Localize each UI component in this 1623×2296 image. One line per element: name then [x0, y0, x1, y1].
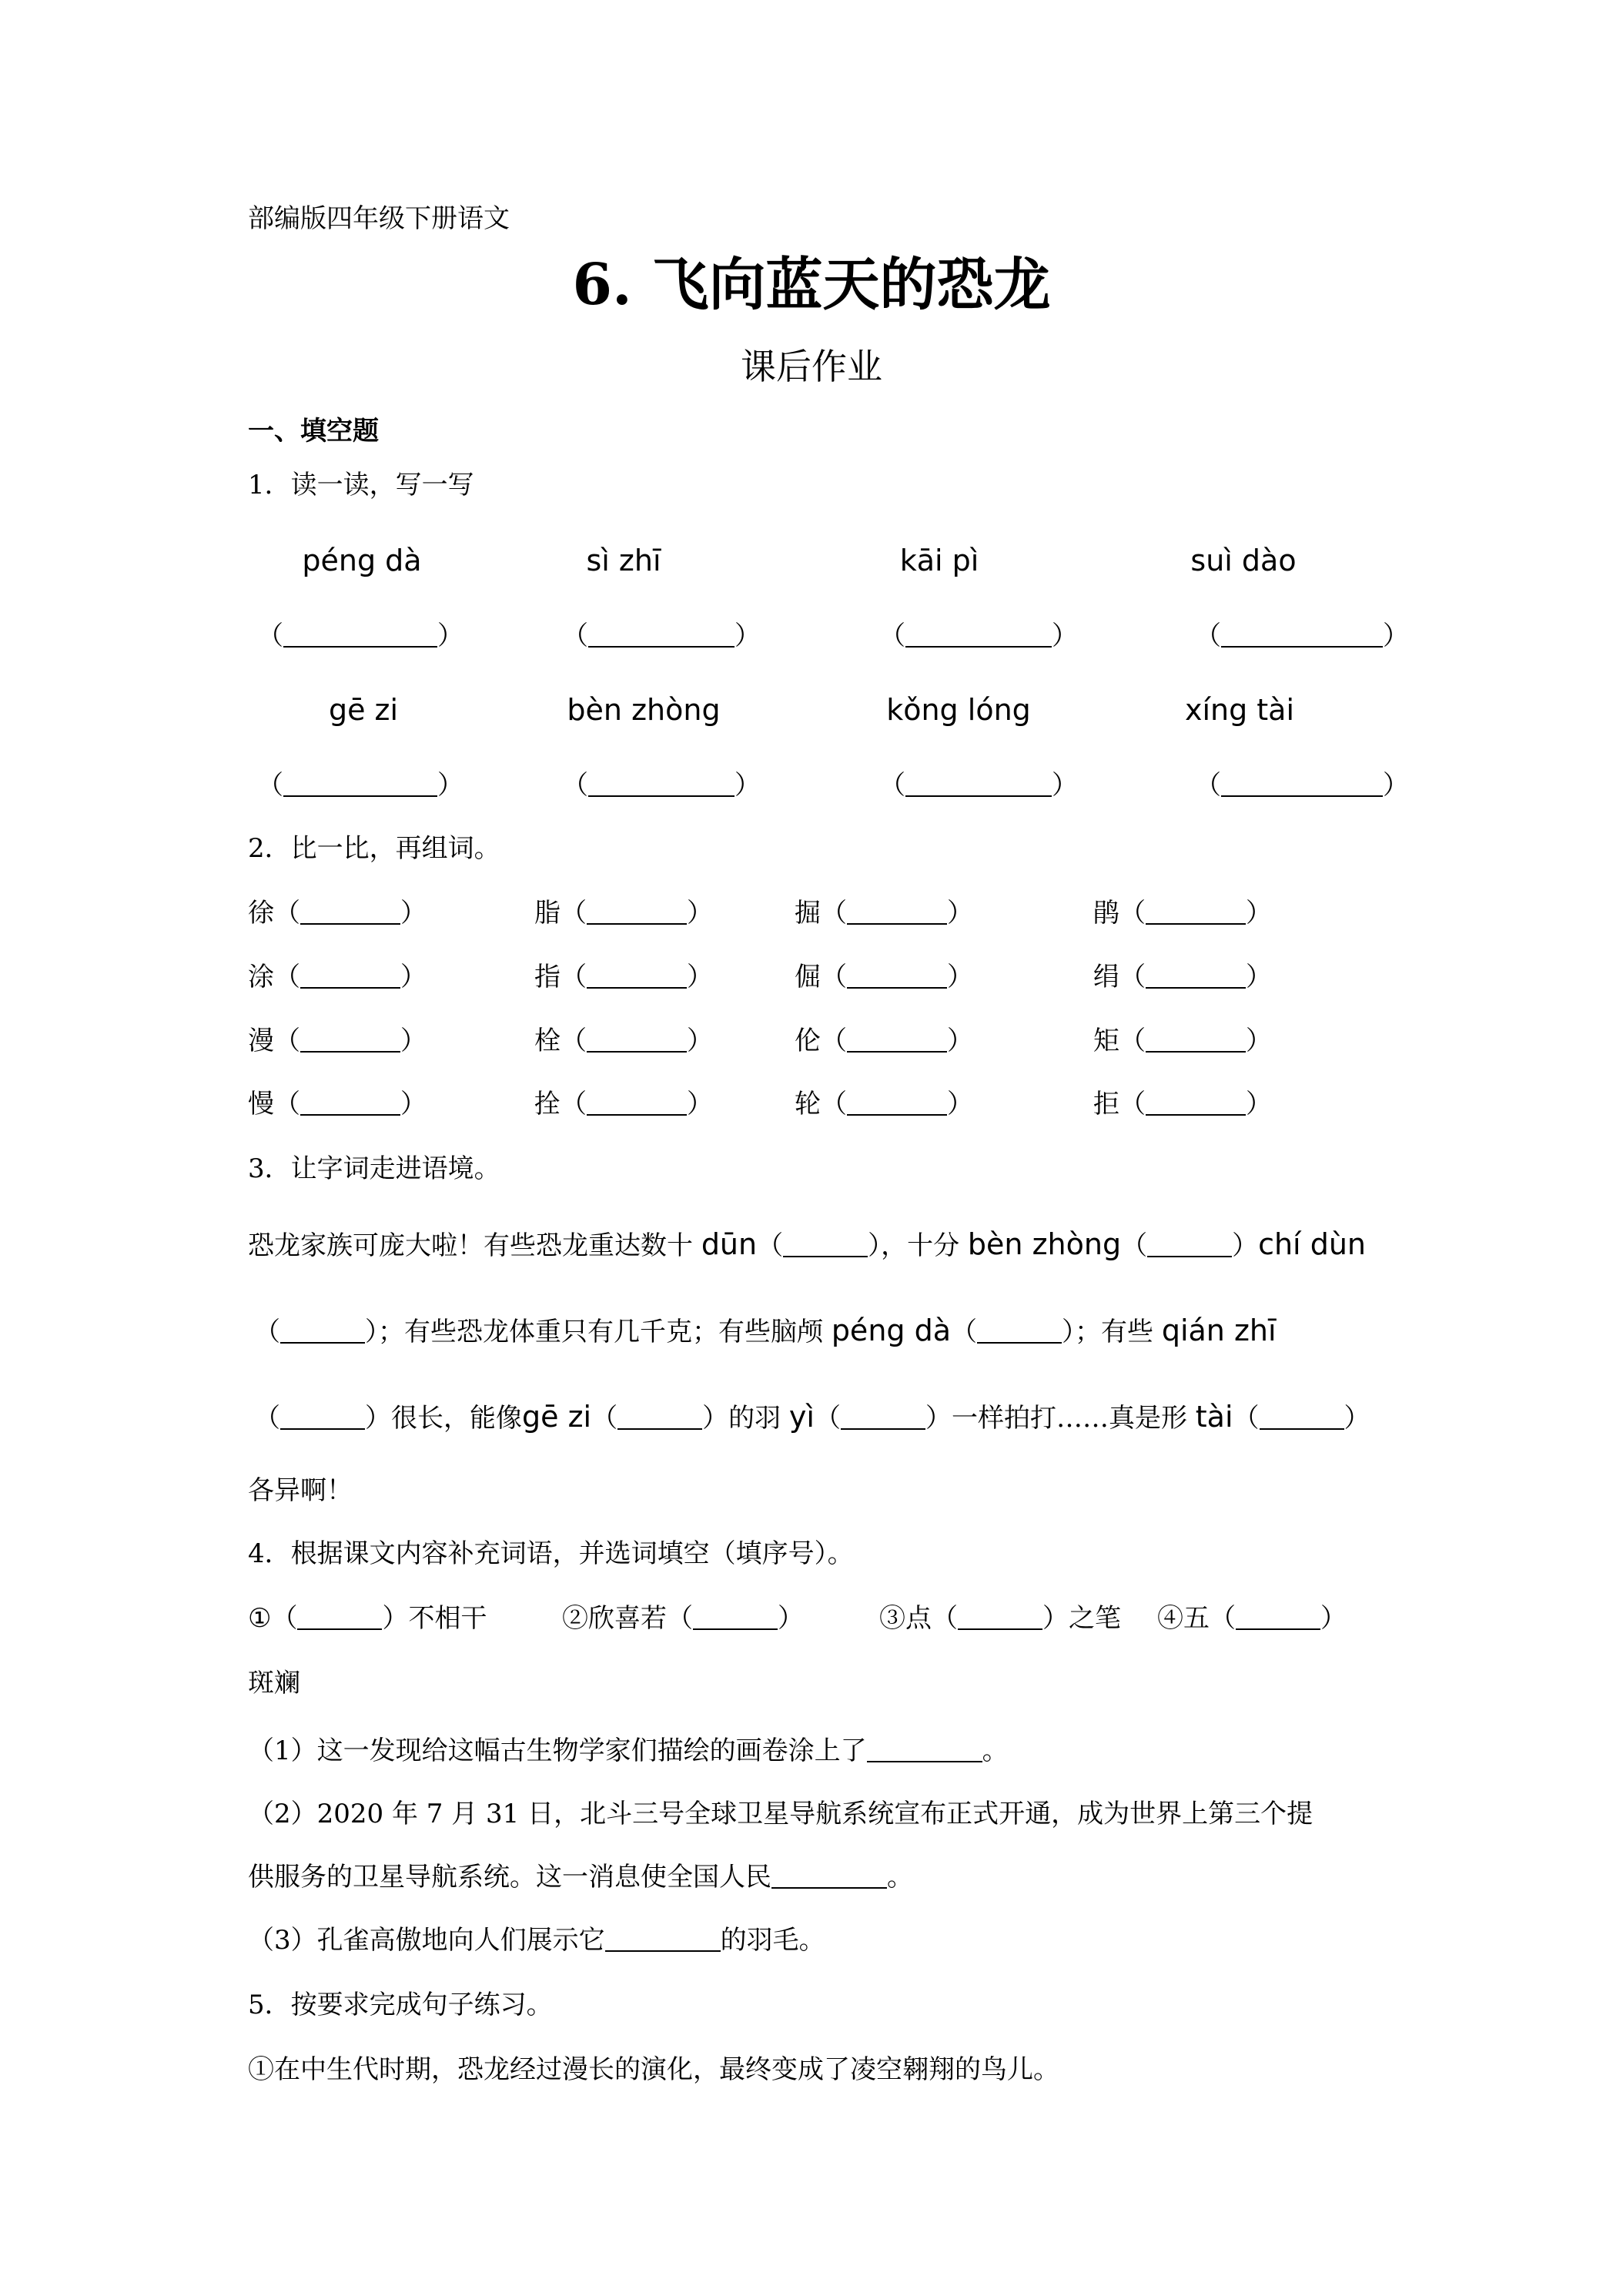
- context-line: 各异啊！: [248, 1475, 353, 1506]
- answer-blank[interactable]: [280, 1319, 365, 1344]
- answer-blank[interactable]: [783, 1233, 868, 1257]
- pinyin-item: kǒng lóng: [886, 693, 1031, 727]
- answer-blank[interactable]: [841, 1405, 925, 1430]
- question-3-label: 3．让字词走进语境。: [248, 1153, 500, 1184]
- context-line: （ ）很长，能像gē zi（ ）的羽 yì（ ）一样拍打……真是形 tài（ ）: [254, 1400, 1370, 1434]
- char-compare-item[interactable]: 矩（ ）: [1093, 1026, 1272, 1056]
- char-compare-item[interactable]: 栓（ ）: [534, 1026, 713, 1056]
- idiom-item[interactable]: ③点（ ）之笔: [879, 1603, 1121, 1634]
- char-compare-item[interactable]: 轮（ ）: [795, 1089, 973, 1120]
- char-compare-item[interactable]: 掘（ ）: [795, 898, 973, 929]
- answer-blank[interactable]: （ ）: [879, 621, 1078, 651]
- answer-blank[interactable]: （ ）: [879, 770, 1078, 801]
- fill-sentence: （1）这一发现给这幅古生物学家们描绘的画卷涂上了 。: [248, 1735, 1009, 1766]
- answer-blank[interactable]: [280, 1405, 365, 1430]
- answer-blank[interactable]: [605, 1927, 721, 1952]
- char-compare-item[interactable]: 拒（ ）: [1093, 1089, 1272, 1120]
- question-2-label: 2．比一比，再组词。: [248, 833, 500, 864]
- answer-blank[interactable]: [867, 1738, 982, 1762]
- char-compare-item[interactable]: 慢（ ）: [248, 1089, 427, 1120]
- question-4-label: 4．根据课文内容补充词语，并选词填空（填序号）。: [248, 1538, 854, 1569]
- question-1-label: 1．读一读，写一写: [248, 470, 474, 500]
- idiom-item[interactable]: ②欣喜若（ ）: [562, 1603, 804, 1634]
- char-compare-item[interactable]: 拴（ ）: [534, 1089, 713, 1120]
- answer-blank[interactable]: （ ）: [562, 770, 761, 801]
- section-heading: 一、填空题: [248, 416, 379, 447]
- char-compare-item[interactable]: 漫（ ）: [248, 1026, 427, 1056]
- answer-blank[interactable]: （ ）: [1195, 621, 1409, 651]
- idiom-item-wrap: 斑斓: [248, 1668, 300, 1699]
- char-compare-item[interactable]: 绢（ ）: [1093, 962, 1272, 992]
- fill-sentence: 供服务的卫星导航系统。这一消息使全国人民 。: [248, 1862, 913, 1893]
- fill-sentence: （2）2020 年 7 月 31 日，北斗三号全球卫星导航系统宣布正式开通，成为世界上第三个提: [248, 1799, 1313, 1829]
- exercise-sentence: ①在中生代时期，恐龙经过漫长的演化，最终变成了凌空翱翔的鸟儿。: [248, 2054, 1059, 2085]
- answer-blank[interactable]: [617, 1405, 702, 1430]
- series-label: 部编版四年级下册语文: [248, 203, 510, 234]
- answer-blank[interactable]: [1147, 1233, 1232, 1257]
- pinyin-item: kāi pì: [899, 544, 979, 577]
- char-compare-item[interactable]: 涂（ ）: [248, 962, 427, 992]
- answer-blank[interactable]: （ ）: [257, 621, 463, 651]
- question-5-label: 5．按要求完成句子练习。: [248, 1990, 553, 2020]
- idiom-item[interactable]: ④五（ ）: [1157, 1603, 1347, 1634]
- pinyin-item: gē zi: [328, 693, 399, 727]
- answer-blank[interactable]: [1260, 1405, 1344, 1430]
- char-compare-item[interactable]: 脂（ ）: [534, 898, 713, 929]
- answer-blank[interactable]: （ ）: [1195, 770, 1409, 801]
- char-compare-item[interactable]: 伦（ ）: [795, 1026, 973, 1056]
- pinyin-item: xíng tài: [1184, 693, 1295, 727]
- pinyin-item: suì dào: [1190, 544, 1297, 577]
- answer-blank[interactable]: [771, 1864, 887, 1889]
- idiom-item[interactable]: ①（ ）不相干: [248, 1603, 487, 1634]
- pinyin-item: sì zhī: [586, 544, 661, 577]
- answer-blank[interactable]: （ ）: [562, 621, 761, 651]
- page-subtitle: 课后作业: [741, 346, 882, 387]
- page-title: 6. 飞向蓝天的恐龙: [572, 252, 1051, 318]
- fill-sentence: （3）孔雀高傲地向人们展示它 的羽毛。: [248, 1925, 825, 1956]
- char-compare-item[interactable]: 徐（ ）: [248, 898, 427, 929]
- context-line: 恐龙家族可庞大啦！有些恐龙重达数十 dūn（ ），十分 bèn zhòng（ ）chí dùn: [248, 1227, 1366, 1261]
- char-compare-item[interactable]: 鹃（ ）: [1093, 898, 1272, 929]
- char-compare-item[interactable]: 指（ ）: [534, 962, 713, 992]
- answer-blank[interactable]: （ ）: [257, 770, 463, 801]
- pinyin-item: péng dà: [302, 544, 422, 577]
- context-line: （ ）；有些恐龙体重只有几千克；有些脑颅 péng dà（ ）；有些 qián zhī: [254, 1314, 1277, 1347]
- pinyin-item: bèn zhòng: [567, 693, 721, 727]
- char-compare-item[interactable]: 倔（ ）: [795, 962, 973, 992]
- answer-blank[interactable]: [977, 1319, 1062, 1344]
